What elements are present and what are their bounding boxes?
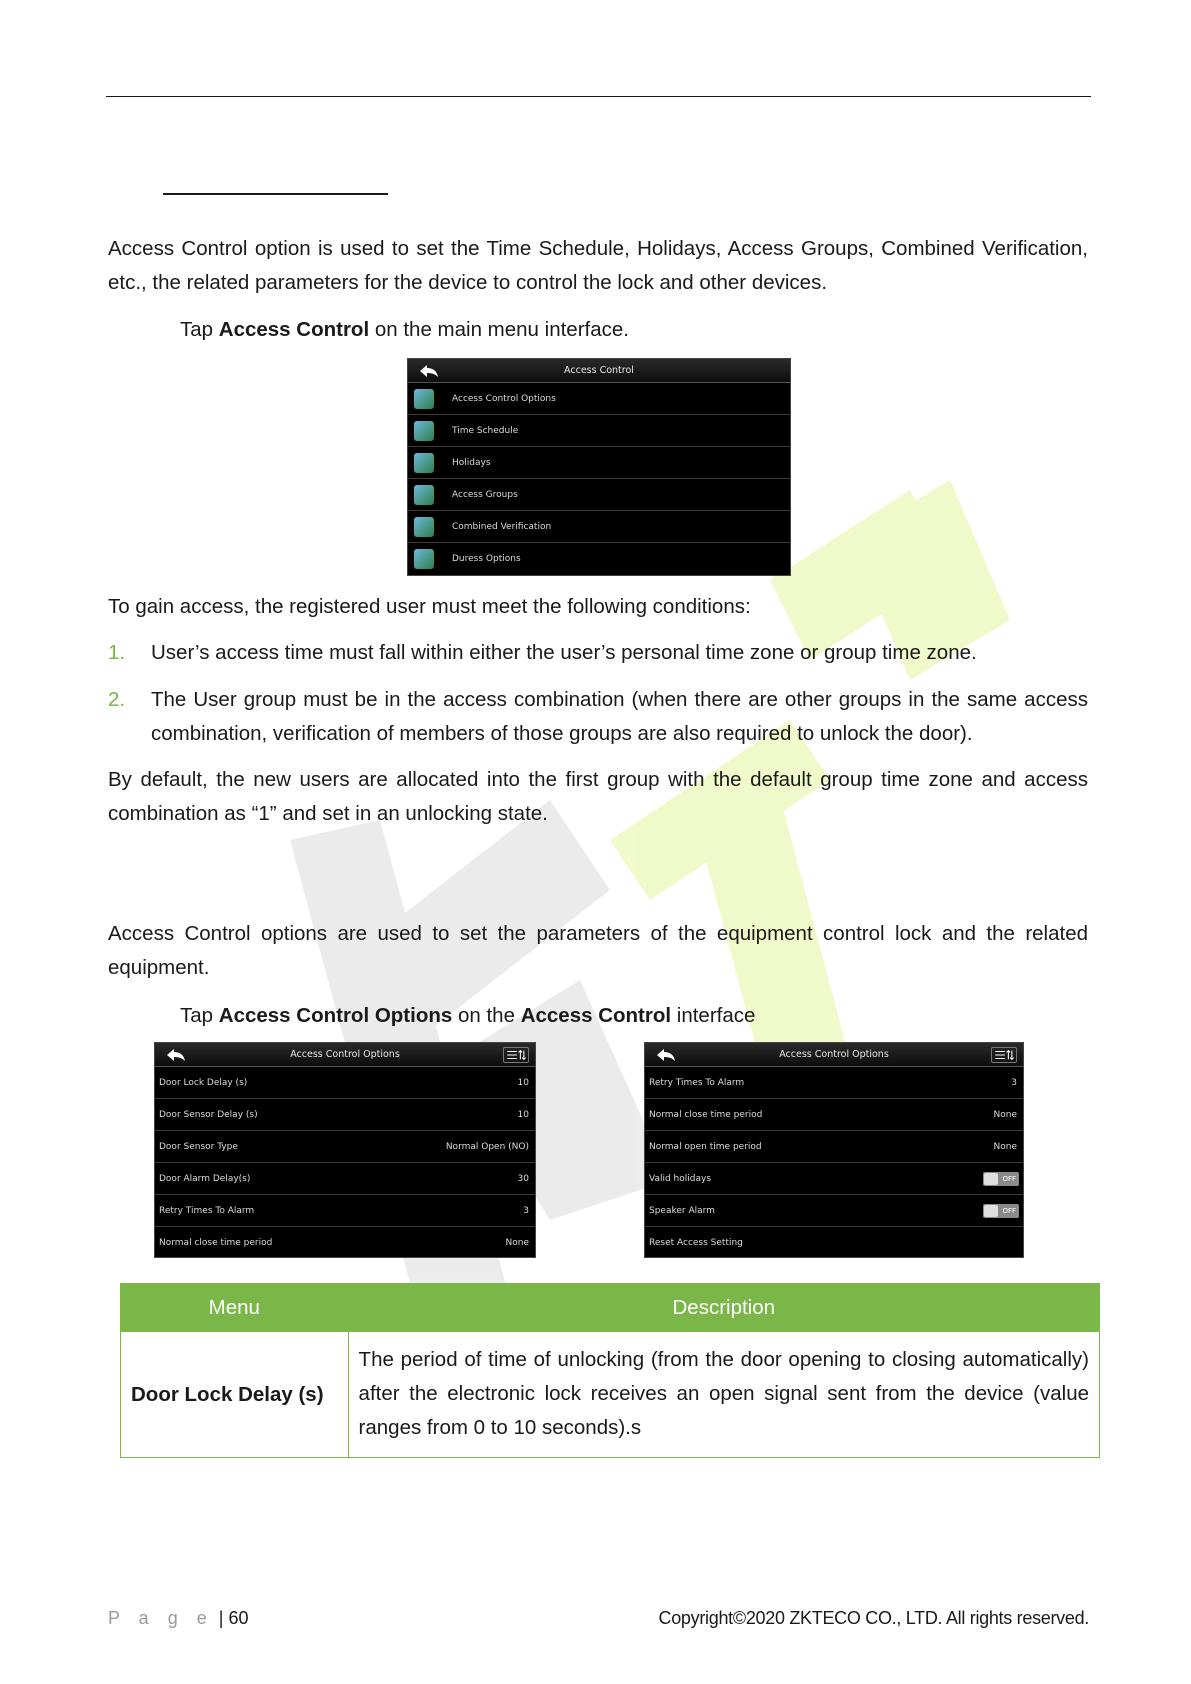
- header-rule: [106, 96, 1091, 97]
- toggle-state: OFF: [1002, 1175, 1016, 1183]
- toggle-state: OFF: [1002, 1207, 1016, 1215]
- holidays-icon: [414, 453, 434, 473]
- option-label: Normal open time period: [649, 1142, 762, 1152]
- menu-ref: Access Control: [218, 318, 370, 341]
- options-tap-instruction: Tap Access Control Options on the Access Control interface: [180, 1004, 756, 1027]
- option-label: Retry Times To Alarm: [649, 1078, 745, 1088]
- option-value: 30: [517, 1174, 529, 1184]
- tap-instruction: Tap Access Control on the main menu interface.: [180, 318, 629, 341]
- option-value: 3: [1011, 1078, 1017, 1088]
- screen-title: Access Control Options: [290, 1049, 400, 1060]
- option-row[interactable]: [155, 1067, 535, 1099]
- options-list-1: [155, 1067, 535, 1258]
- option-label: Door Lock Delay (s): [159, 1078, 248, 1088]
- option-row[interactable]: [155, 1195, 535, 1227]
- toggle-knob: [984, 1173, 998, 1185]
- row-description: The period of time of unlocking (from the door opening to closing automatically) after the electronic lock receives an open signal sent from the device (value ranges from 0 to 10 seconds).s: [358, 1348, 1089, 1439]
- toggle-switch[interactable]: [983, 1172, 1019, 1186]
- option-row[interactable]: [155, 1227, 535, 1258]
- option-value: 10: [517, 1078, 529, 1088]
- menu-item-label: Duress Options: [452, 554, 521, 564]
- options-list-2: [645, 1067, 1023, 1258]
- condition-item-2: 2. The User group must be in the access combination (when there are other groups in the same access combination, verification of members of those groups are also required to unlock the door).: [108, 688, 1088, 745]
- default-note: By default, the new users are allocated into the first group with the default group time zone and access combination as “1” and set in an unlocking state.: [108, 768, 1088, 825]
- menu-item-label: Combined Verification: [452, 522, 552, 532]
- option-row[interactable]: [645, 1099, 1023, 1131]
- option-row[interactable]: [645, 1067, 1023, 1099]
- option-value: None: [993, 1110, 1017, 1120]
- screen-title: Access Control: [564, 365, 634, 376]
- header-description: Description: [672, 1296, 776, 1319]
- option-value: None: [505, 1238, 529, 1248]
- toggle-knob: [984, 1205, 998, 1217]
- screen-title-bar: [645, 1043, 1023, 1067]
- menu-item-label: Time Schedule: [452, 426, 519, 436]
- row-menu: Door Lock Delay (s): [121, 1332, 349, 1457]
- menu-item[interactable]: [408, 415, 790, 447]
- option-label: Normal close time period: [649, 1110, 763, 1120]
- options-screenshot-1: [154, 1042, 536, 1258]
- option-row[interactable]: [155, 1131, 535, 1163]
- sort-icon[interactable]: [991, 1047, 1017, 1063]
- options-screenshot-2: [644, 1042, 1024, 1258]
- option-value: None: [993, 1142, 1017, 1152]
- page-number: 60: [228, 1608, 249, 1628]
- access-options-icon: [414, 389, 434, 409]
- section-heading-underline: [163, 193, 388, 195]
- screen-title-bar: [408, 359, 790, 383]
- menu-item[interactable]: [408, 479, 790, 511]
- option-label: Valid holidays: [649, 1174, 712, 1184]
- option-value: 10: [517, 1110, 529, 1120]
- sort-icon[interactable]: [503, 1047, 529, 1063]
- copyright: Copyright©2020 ZKTECO CO., LTD. All rights reserved.: [658, 1608, 1089, 1628]
- option-value: Normal Open (NO): [445, 1142, 529, 1152]
- header-menu: Menu: [121, 1284, 349, 1332]
- options-paragraph: Access Control options are used to set the parameters of the equipment control lock and the related equipment.: [108, 922, 1088, 979]
- option-row[interactable]: [645, 1227, 1023, 1258]
- access-groups-icon: [414, 485, 434, 505]
- description-table: [120, 1283, 1100, 1458]
- option-label: Reset Access Setting: [649, 1238, 743, 1248]
- duress-options-icon: [414, 549, 434, 569]
- toggle-switch[interactable]: [983, 1204, 1019, 1218]
- intro-paragraph: Access Control option is used to set the Time Schedule, Holidays, Access Groups, Combined Verification, etc., the related parameters for the device to control the lock and other devices.: [108, 237, 1088, 294]
- option-row[interactable]: [645, 1163, 1023, 1195]
- menu-item[interactable]: [408, 511, 790, 543]
- menu-item[interactable]: [408, 447, 790, 479]
- menu-item-label: Access Groups: [452, 490, 518, 500]
- option-value: 3: [523, 1206, 529, 1216]
- menu-item[interactable]: [408, 383, 790, 415]
- time-schedule-icon: [414, 421, 434, 441]
- option-label: Door Alarm Delay(s): [159, 1174, 251, 1184]
- option-label: Normal close time period: [159, 1238, 273, 1248]
- table-row: [121, 1332, 1099, 1457]
- condition-item-1: 1. User’s access time must fall within either the user’s personal time zone or group time zone.: [108, 641, 977, 664]
- option-label: Retry Times To Alarm: [159, 1206, 255, 1216]
- screen-title: Access Control Options: [779, 1049, 889, 1060]
- screen-title-bar: [155, 1043, 535, 1067]
- page-footer-left: P a g e | 60: [108, 1608, 249, 1628]
- menu-item[interactable]: [408, 543, 790, 575]
- access-control-menu: [408, 383, 790, 575]
- menu-item-label: Holidays: [452, 458, 491, 468]
- option-row[interactable]: [155, 1163, 535, 1195]
- option-row[interactable]: [645, 1131, 1023, 1163]
- option-label: Door Sensor Delay (s): [159, 1110, 258, 1120]
- menu-item-label: Access Control Options: [452, 394, 556, 404]
- option-row[interactable]: [155, 1099, 535, 1131]
- combined-verification-icon: [414, 517, 434, 537]
- option-row[interactable]: [645, 1195, 1023, 1227]
- access-control-screenshot: [407, 358, 791, 576]
- table-header: [121, 1284, 1099, 1332]
- conditions-lead: To gain access, the registered user must meet the following conditions:: [108, 595, 751, 618]
- option-label: Speaker Alarm: [649, 1206, 715, 1216]
- option-label: Door Sensor Type: [159, 1142, 238, 1152]
